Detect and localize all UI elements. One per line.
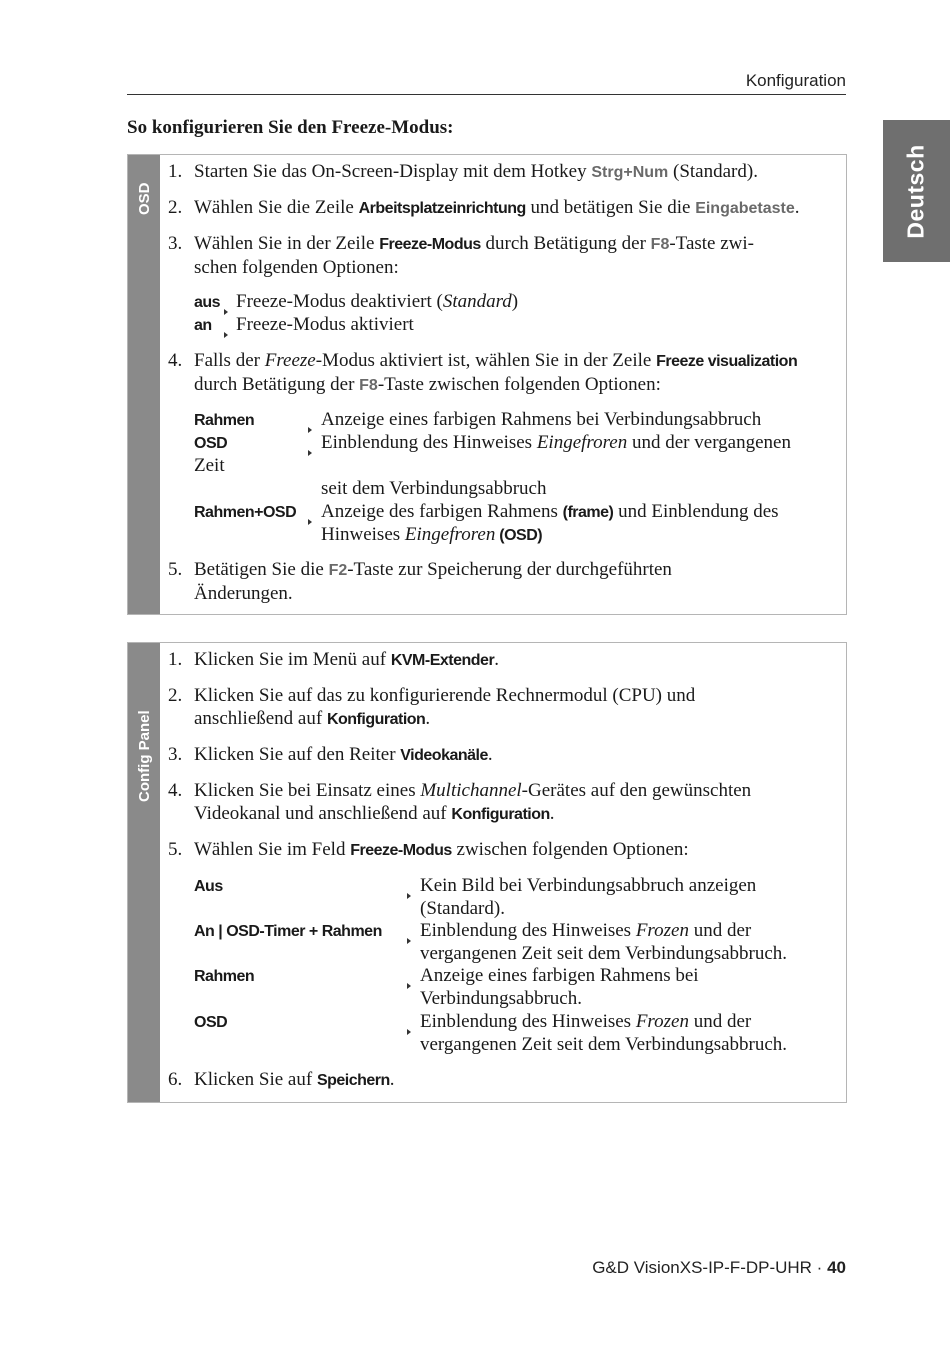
option-row-continued: Hinweises Eingefroren (OSD) bbox=[321, 524, 543, 545]
option-row: An | OSD-Timer + Rahmen Einblendung des Hinweises Frozen und der vergangenen Zeit seit dem Verbindungsabbruch. bbox=[194, 920, 788, 964]
osd-box-content: 1. Starten Sie das On-Screen-Display mit dem Hotkey Strg+Num (Standard). 2. Wählen Sie die Zeile Arbeitsplatzeinrichtung und betätigen Sie die Eingabetaste. 3. Wählen Sie in der Zeile Freeze-Modus durch Betätigung der F8-Taste zwi- schen folgenden Optionen: aus Freeze-Modus deaktiviert (Standard) an Freeze-Modus aktiviert 4. Falls der Freeze-Modus aktiviert ist, wählen Sie in der Zeile Freeze visualization durch Betätigung der F8-Taste zwischen folgenden Optionen: Rahmen Anzeige eines farbigen Rahmens bei Verbindungsabbruch OSD Einblendung des Hinweises Eingefroren und der vergangenen Zeit seit dem Verbindungsabbruch Rahmen+OSD Anzeige des farbigen Rahmens (frame) und Einblendung des Hinweises Eingefroren (OSD) 5. Betätigen Sie die F2-Taste zur Speicherung der durchgeführten Änderungen. bbox=[168, 155, 840, 614]
option-term: Rahmen bbox=[194, 412, 255, 429]
config-panel-box-label-bar bbox=[128, 643, 160, 1102]
option-row-continued: seit dem Verbindungsabbruch bbox=[321, 478, 547, 499]
page-footer bbox=[592, 1258, 846, 1278]
config-panel-box-label: Config Panel bbox=[136, 710, 153, 802]
osd-box-label-bar bbox=[128, 155, 160, 614]
config-panel-instructions-box bbox=[127, 642, 847, 1103]
option-row: aus Freeze-Modus deaktiviert (Standard) bbox=[194, 290, 694, 314]
option-term: aus bbox=[194, 294, 221, 311]
option-term: An | OSD-Timer + Rahmen bbox=[194, 923, 382, 940]
page-number: 40 bbox=[827, 1258, 846, 1277]
header-rule bbox=[127, 94, 846, 95]
option-term: OSD bbox=[194, 1014, 228, 1031]
key-name: F2 bbox=[328, 562, 348, 579]
hotkey: Strg+Num bbox=[591, 164, 669, 181]
ui-term: KVM-Extender bbox=[390, 652, 495, 669]
config-panel-box-content: 1. Klicken Sie im Menü auf KVM-Extender. 2. Klicken Sie auf das zu konfigurierende Rechnermodul (CPU) und anschließend auf Konfiguration. 3. Klicken Sie auf den Reiter Videokanäle. 4. Klicken Sie bei Einsatz eines Multichannel-Gerätes auf den gewünschten Videokanal und anschließend auf Konfiguration. 5. Wählen Sie im Feld Freeze-Modus zwischen folgenden Optionen: Aus Kein Bild bei Verbindungsabbruch anzeigen (Standard). An | OSD-Timer + Rahmen Einblendung des Hinweises Frozen und der vergangenen Zeit seit dem Verbindungsabbruch. Rahmen Anzeige eines farbigen Rahmens bei Verbindungsabbruch. OSD Einblendung des Hinweises Frozen und der vergangenen Zeit seit dem Verbindungsabbruch. 6. Klicken Sie auf Speichern. bbox=[168, 643, 840, 1102]
ui-term: Speichern bbox=[316, 1072, 390, 1089]
option-row: OSD Einblendung des Hinweises Eingefroren und der vergangenen bbox=[194, 431, 840, 455]
option-row: Rahmen Anzeige eines farbigen Rahmens bei Verbindungsabbruch. bbox=[194, 965, 699, 1009]
option-row: Rahmen+OSD Anzeige des farbigen Rahmens (frame) und Einblendung des bbox=[194, 500, 840, 524]
option-term: Rahmen+OSD bbox=[194, 504, 297, 521]
key-name: F8 bbox=[359, 377, 378, 394]
option-row: Rahmen Anzeige eines farbigen Rahmens bei Verbindungsabbruch bbox=[194, 408, 840, 432]
language-tab bbox=[883, 120, 950, 262]
key-name: F8 bbox=[650, 236, 670, 253]
osd-instructions-box bbox=[127, 154, 847, 615]
option-row-continued: Zeit bbox=[194, 455, 225, 476]
option-term: Aus bbox=[194, 878, 223, 895]
ui-term: Freeze-Modus bbox=[350, 842, 452, 859]
option-row: Aus Kein Bild bei Verbindungsabbruch anzeigen (Standard). bbox=[194, 875, 757, 919]
ui-term: Konfiguration bbox=[326, 711, 426, 728]
option-term: OSD bbox=[194, 435, 228, 452]
option-term: Rahmen bbox=[194, 968, 255, 985]
ui-term: Freeze-Modus bbox=[379, 236, 481, 253]
ui-term: Freeze visualization bbox=[656, 353, 798, 370]
triangle-right-icon bbox=[407, 938, 411, 944]
ui-term: Konfiguration bbox=[451, 806, 550, 823]
running-header: Konfiguration bbox=[745, 71, 846, 90]
triangle-right-icon bbox=[407, 893, 411, 899]
triangle-right-icon bbox=[407, 1029, 411, 1035]
triangle-right-icon bbox=[407, 983, 411, 989]
ui-term: Arbeitsplatzeinrichtung bbox=[358, 200, 526, 217]
osd-box-label: OSD bbox=[136, 182, 153, 216]
option-term: an bbox=[194, 317, 212, 334]
triangle-right-icon bbox=[308, 519, 312, 525]
key-name: Eingabetaste bbox=[695, 200, 795, 217]
product-name: G&D VisionXS-IP-F-DP-UHR · bbox=[592, 1258, 828, 1277]
option-row: OSD Einblendung des Hinweises Frozen und der vergangenen Zeit seit dem Verbindungsabbruch. bbox=[194, 1011, 788, 1055]
triangle-right-icon bbox=[224, 332, 228, 338]
section-heading: So konfigurieren Sie den Freeze-Modus: bbox=[127, 117, 454, 138]
ui-term: Videokanäle bbox=[400, 747, 488, 764]
language-tab-label: Deutsch bbox=[903, 143, 929, 239]
option-row: an Freeze-Modus aktiviert bbox=[194, 313, 694, 337]
